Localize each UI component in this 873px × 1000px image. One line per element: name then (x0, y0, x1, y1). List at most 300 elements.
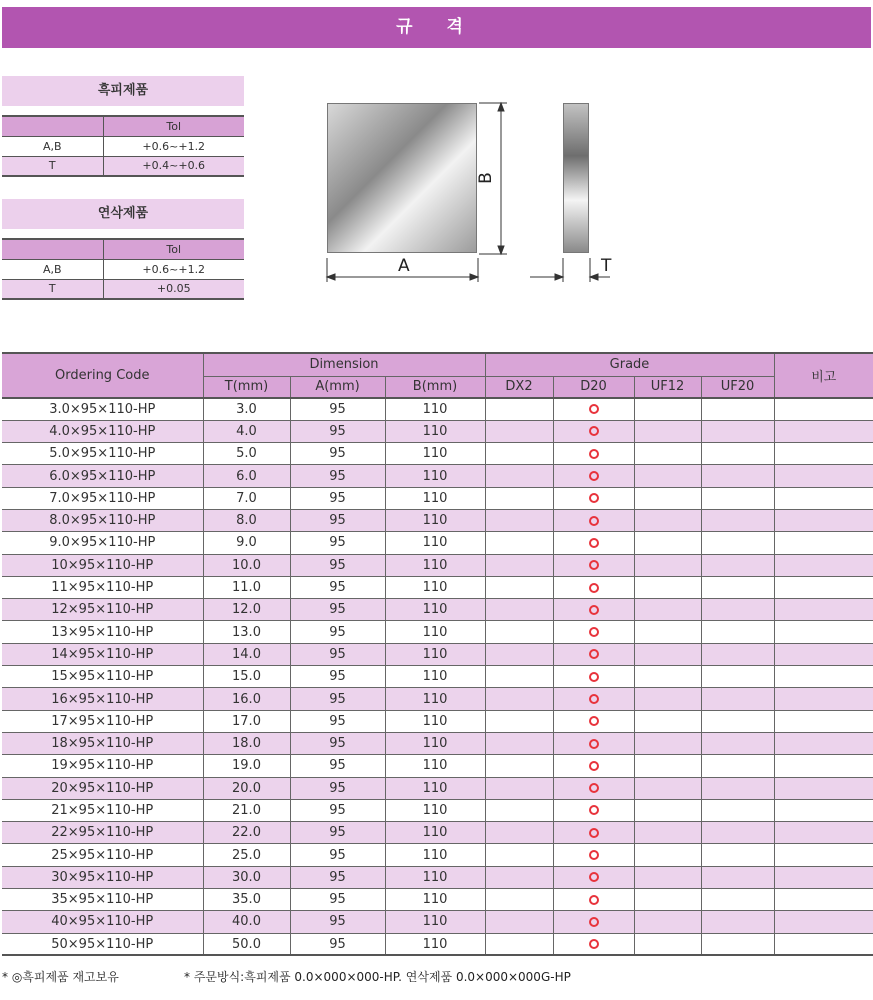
stock-mark-icon (589, 627, 599, 637)
cell-ordering-code: 50×95×110-HP (2, 933, 203, 955)
table-row (2, 889, 873, 911)
cell-ordering-code: 35×95×110-HP (2, 889, 203, 911)
cell-b-mm: 110 (385, 822, 485, 844)
cell-grade-uf20 (701, 911, 774, 933)
cell-ordering-code: 18×95×110-HP (2, 732, 203, 754)
tolerance-row-value: +0.6~+1.2 (103, 136, 244, 156)
cell-grade-dx2 (485, 911, 553, 933)
stock-mark-icon (589, 404, 599, 414)
cell-remarks (774, 487, 873, 509)
cell-grade-uf20 (701, 889, 774, 911)
cell-b-mm: 110 (385, 688, 485, 710)
cell-remarks (774, 799, 873, 821)
stock-mark-icon (589, 805, 599, 815)
stock-mark-icon (589, 895, 599, 905)
cell-grade-d20 (553, 799, 634, 821)
cell-a-mm: 95 (290, 710, 385, 732)
cell-a-mm: 95 (290, 777, 385, 799)
cell-t-mm: 40.0 (203, 911, 290, 933)
cell-grade-dx2 (485, 509, 553, 531)
cell-grade-d20 (553, 509, 634, 531)
dimension-label-b: B (475, 172, 496, 184)
stock-mark-icon (589, 583, 599, 593)
cell-b-mm: 110 (385, 509, 485, 531)
table-row (2, 666, 873, 688)
tolerance-row-value: +0.6~+1.2 (103, 259, 244, 279)
cell-grade-d20 (553, 710, 634, 732)
cell-grade-d20 (553, 889, 634, 911)
cell-b-mm: 110 (385, 576, 485, 598)
cell-grade-dx2 (485, 777, 553, 799)
tolerance-heading: 연삭제품 (2, 199, 244, 229)
cell-grade-uf12 (634, 710, 701, 732)
header-grade-uf20: UF20 (701, 376, 774, 398)
cell-grade-uf12 (634, 532, 701, 554)
cell-remarks (774, 933, 873, 955)
cell-grade-uf12 (634, 576, 701, 598)
cell-a-mm: 95 (290, 732, 385, 754)
cell-t-mm: 35.0 (203, 889, 290, 911)
cell-a-mm: 95 (290, 621, 385, 643)
cell-remarks (774, 621, 873, 643)
header-grade: Grade (485, 353, 774, 376)
cell-b-mm: 110 (385, 777, 485, 799)
cell-grade-uf20 (701, 621, 774, 643)
cell-ordering-code: 8.0×95×110-HP (2, 509, 203, 531)
stock-mark-icon (589, 493, 599, 503)
cell-t-mm: 11.0 (203, 576, 290, 598)
cell-grade-uf20 (701, 844, 774, 866)
cell-remarks (774, 599, 873, 621)
header-b-mm: B(mm) (385, 376, 485, 398)
cell-grade-dx2 (485, 732, 553, 754)
stock-mark-icon (589, 471, 599, 481)
table-row (2, 599, 873, 621)
cell-t-mm: 15.0 (203, 666, 290, 688)
cell-b-mm: 110 (385, 420, 485, 442)
cell-b-mm: 110 (385, 443, 485, 465)
cell-grade-dx2 (485, 487, 553, 509)
cell-grade-d20 (553, 465, 634, 487)
cell-grade-dx2 (485, 866, 553, 888)
cell-remarks (774, 666, 873, 688)
stock-mark-icon (589, 872, 599, 882)
table-row (2, 732, 873, 754)
cell-remarks (774, 643, 873, 665)
cell-grade-uf20 (701, 688, 774, 710)
cell-b-mm: 110 (385, 621, 485, 643)
cell-ordering-code: 40×95×110-HP (2, 911, 203, 933)
cell-b-mm: 110 (385, 554, 485, 576)
cell-a-mm: 95 (290, 599, 385, 621)
cell-ordering-code: 9.0×95×110-HP (2, 532, 203, 554)
cell-grade-dx2 (485, 688, 553, 710)
cell-a-mm: 95 (290, 666, 385, 688)
cell-grade-uf20 (701, 643, 774, 665)
cell-grade-uf12 (634, 666, 701, 688)
cell-ordering-code: 4.0×95×110-HP (2, 420, 203, 442)
spec-table (2, 352, 873, 956)
cell-t-mm: 10.0 (203, 554, 290, 576)
cell-t-mm: 50.0 (203, 933, 290, 955)
cell-grade-d20 (553, 576, 634, 598)
cell-grade-uf20 (701, 710, 774, 732)
cell-t-mm: 16.0 (203, 688, 290, 710)
cell-grade-uf20 (701, 554, 774, 576)
cell-a-mm: 95 (290, 465, 385, 487)
tolerance-heading: 흑피제품 (2, 76, 244, 106)
cell-a-mm: 95 (290, 933, 385, 955)
cell-grade-uf20 (701, 599, 774, 621)
cell-b-mm: 110 (385, 487, 485, 509)
cell-b-mm: 110 (385, 599, 485, 621)
cell-grade-uf20 (701, 777, 774, 799)
header-grade-dx2: DX2 (485, 376, 553, 398)
cell-remarks (774, 844, 873, 866)
cell-t-mm: 30.0 (203, 866, 290, 888)
tolerance-corner-cell (2, 239, 103, 259)
cell-grade-d20 (553, 732, 634, 754)
header-a-mm: A(mm) (290, 376, 385, 398)
cell-a-mm: 95 (290, 576, 385, 598)
cell-grade-dx2 (485, 443, 553, 465)
cell-grade-d20 (553, 398, 634, 420)
tolerance-table (2, 238, 244, 300)
stock-mark-icon (589, 538, 599, 548)
cell-grade-uf12 (634, 889, 701, 911)
cell-grade-d20 (553, 755, 634, 777)
cell-grade-uf20 (701, 732, 774, 754)
cell-ordering-code: 5.0×95×110-HP (2, 443, 203, 465)
cell-grade-dx2 (485, 599, 553, 621)
dimension-label-a: A (398, 256, 410, 276)
cell-remarks (774, 554, 873, 576)
table-row (2, 777, 873, 799)
cell-a-mm: 95 (290, 487, 385, 509)
tolerance-row-value: +0.4~+0.6 (103, 156, 244, 176)
cell-t-mm: 5.0 (203, 443, 290, 465)
cell-a-mm: 95 (290, 509, 385, 531)
cell-grade-uf12 (634, 465, 701, 487)
cell-b-mm: 110 (385, 933, 485, 955)
cell-b-mm: 110 (385, 866, 485, 888)
cell-b-mm: 110 (385, 710, 485, 732)
tolerance-corner-cell (2, 116, 103, 136)
cell-ordering-code: 25×95×110-HP (2, 844, 203, 866)
cell-t-mm: 4.0 (203, 420, 290, 442)
cell-grade-d20 (553, 487, 634, 509)
cell-b-mm: 110 (385, 465, 485, 487)
cell-grade-dx2 (485, 710, 553, 732)
tolerance-table (2, 115, 244, 177)
cell-t-mm: 8.0 (203, 509, 290, 531)
cell-ordering-code: 22×95×110-HP (2, 822, 203, 844)
cell-ordering-code: 21×95×110-HP (2, 799, 203, 821)
cell-grade-d20 (553, 621, 634, 643)
cell-ordering-code: 19×95×110-HP (2, 755, 203, 777)
tolerance-row-label: T (2, 279, 103, 299)
cell-remarks (774, 532, 873, 554)
cell-a-mm: 95 (290, 532, 385, 554)
cell-grade-uf12 (634, 933, 701, 955)
cell-grade-dx2 (485, 621, 553, 643)
cell-b-mm: 110 (385, 889, 485, 911)
cell-grade-uf20 (701, 443, 774, 465)
cell-remarks (774, 420, 873, 442)
cell-t-mm: 19.0 (203, 755, 290, 777)
cell-grade-d20 (553, 554, 634, 576)
cell-b-mm: 110 (385, 732, 485, 754)
stock-mark-icon (589, 694, 599, 704)
cell-grade-uf12 (634, 443, 701, 465)
cell-grade-uf12 (634, 911, 701, 933)
cell-grade-uf12 (634, 420, 701, 442)
table-row (2, 509, 873, 531)
tolerance-row-label: A,B (2, 259, 103, 279)
cell-t-mm: 18.0 (203, 732, 290, 754)
cell-grade-uf12 (634, 799, 701, 821)
cell-grade-uf12 (634, 398, 701, 420)
stock-mark-icon (589, 828, 599, 838)
stock-mark-icon (589, 605, 599, 615)
header-ordering-code: Ordering Code (2, 353, 203, 398)
stock-mark-icon (589, 850, 599, 860)
stock-mark-icon (589, 917, 599, 927)
cell-grade-uf20 (701, 420, 774, 442)
table-row (2, 844, 873, 866)
table-row (2, 911, 873, 933)
cell-grade-uf12 (634, 554, 701, 576)
cell-grade-uf20 (701, 666, 774, 688)
cell-grade-dx2 (485, 755, 553, 777)
cell-grade-uf12 (634, 643, 701, 665)
table-row (2, 755, 873, 777)
cell-t-mm: 21.0 (203, 799, 290, 821)
cell-grade-dx2 (485, 532, 553, 554)
table-row (2, 487, 873, 509)
cell-ordering-code: 30×95×110-HP (2, 866, 203, 888)
cell-grade-uf20 (701, 799, 774, 821)
cell-grade-uf20 (701, 465, 774, 487)
cell-grade-uf20 (701, 933, 774, 955)
table-row (2, 710, 873, 732)
tolerance-block-black-skin (2, 76, 244, 177)
table-row (2, 933, 873, 955)
cell-t-mm: 9.0 (203, 532, 290, 554)
cell-grade-d20 (553, 599, 634, 621)
stock-mark-icon (589, 761, 599, 771)
cell-a-mm: 95 (290, 420, 385, 442)
table-row (2, 443, 873, 465)
cell-grade-uf20 (701, 822, 774, 844)
spec-table-body (2, 398, 873, 955)
cell-remarks (774, 755, 873, 777)
cell-grade-dx2 (485, 822, 553, 844)
cell-grade-d20 (553, 844, 634, 866)
cell-b-mm: 110 (385, 911, 485, 933)
cell-grade-d20 (553, 822, 634, 844)
table-row (2, 532, 873, 554)
cell-a-mm: 95 (290, 822, 385, 844)
dimension-label-t: T (601, 256, 612, 276)
cell-t-mm: 7.0 (203, 487, 290, 509)
header-t-mm: T(mm) (203, 376, 290, 398)
tolerance-column-header: Tol (103, 116, 244, 136)
cell-a-mm: 95 (290, 799, 385, 821)
cell-b-mm: 110 (385, 799, 485, 821)
cell-grade-d20 (553, 532, 634, 554)
table-row (2, 554, 873, 576)
cell-b-mm: 110 (385, 844, 485, 866)
cell-grade-uf12 (634, 777, 701, 799)
cell-t-mm: 25.0 (203, 844, 290, 866)
cell-grade-d20 (553, 643, 634, 665)
cell-b-mm: 110 (385, 666, 485, 688)
cell-grade-uf12 (634, 688, 701, 710)
cell-remarks (774, 688, 873, 710)
cell-a-mm: 95 (290, 643, 385, 665)
cell-t-mm: 6.0 (203, 465, 290, 487)
cell-grade-d20 (553, 420, 634, 442)
cell-remarks (774, 710, 873, 732)
cell-ordering-code: 7.0×95×110-HP (2, 487, 203, 509)
cell-a-mm: 95 (290, 911, 385, 933)
cell-grade-uf12 (634, 487, 701, 509)
cell-grade-d20 (553, 688, 634, 710)
cell-ordering-code: 20×95×110-HP (2, 777, 203, 799)
cell-grade-uf20 (701, 866, 774, 888)
cell-grade-dx2 (485, 643, 553, 665)
cell-ordering-code: 12×95×110-HP (2, 599, 203, 621)
cell-grade-d20 (553, 911, 634, 933)
tolerance-column-header: Tol (103, 239, 244, 259)
stock-mark-icon (589, 672, 599, 682)
cell-grade-uf12 (634, 732, 701, 754)
cell-grade-uf12 (634, 755, 701, 777)
cell-a-mm: 95 (290, 688, 385, 710)
cell-ordering-code: 11×95×110-HP (2, 576, 203, 598)
stock-mark-icon (589, 516, 599, 526)
cell-remarks (774, 732, 873, 754)
cell-remarks (774, 443, 873, 465)
cell-grade-dx2 (485, 889, 553, 911)
table-row (2, 866, 873, 888)
table-row (2, 799, 873, 821)
cell-t-mm: 3.0 (203, 398, 290, 420)
cell-b-mm: 110 (385, 755, 485, 777)
cell-grade-uf20 (701, 755, 774, 777)
cell-t-mm: 14.0 (203, 643, 290, 665)
cell-grade-dx2 (485, 799, 553, 821)
stock-mark-icon (589, 649, 599, 659)
cell-a-mm: 95 (290, 866, 385, 888)
cell-ordering-code: 10×95×110-HP (2, 554, 203, 576)
tolerance-row-value: +0.05 (103, 279, 244, 299)
cell-a-mm: 95 (290, 755, 385, 777)
table-row (2, 465, 873, 487)
cell-a-mm: 95 (290, 889, 385, 911)
cell-t-mm: 17.0 (203, 710, 290, 732)
cell-remarks (774, 509, 873, 531)
cell-remarks (774, 889, 873, 911)
cell-remarks (774, 465, 873, 487)
cell-grade-d20 (553, 866, 634, 888)
stock-mark-icon (589, 716, 599, 726)
cell-remarks (774, 576, 873, 598)
table-row (2, 822, 873, 844)
tolerance-row-label: A,B (2, 136, 103, 156)
table-row (2, 621, 873, 643)
stock-mark-icon (589, 783, 599, 793)
cell-grade-uf12 (634, 509, 701, 531)
cell-t-mm: 13.0 (203, 621, 290, 643)
tolerance-block-ground (2, 199, 244, 300)
cell-a-mm: 95 (290, 554, 385, 576)
page-title: 규 격 (2, 7, 871, 48)
stock-mark-icon (589, 739, 599, 749)
cell-t-mm: 20.0 (203, 777, 290, 799)
table-row (2, 420, 873, 442)
cell-grade-dx2 (485, 576, 553, 598)
cell-grade-uf20 (701, 487, 774, 509)
cell-t-mm: 22.0 (203, 822, 290, 844)
cell-b-mm: 110 (385, 398, 485, 420)
cell-grade-d20 (553, 666, 634, 688)
cell-grade-dx2 (485, 844, 553, 866)
cell-grade-uf12 (634, 621, 701, 643)
cell-ordering-code: 14×95×110-HP (2, 643, 203, 665)
cell-ordering-code: 17×95×110-HP (2, 710, 203, 732)
cell-grade-dx2 (485, 398, 553, 420)
stock-mark-icon (589, 939, 599, 949)
cell-grade-d20 (553, 777, 634, 799)
header-grade-d20: D20 (553, 376, 634, 398)
table-row (2, 576, 873, 598)
cell-grade-dx2 (485, 666, 553, 688)
cell-grade-d20 (553, 443, 634, 465)
table-row (2, 688, 873, 710)
cell-grade-dx2 (485, 465, 553, 487)
header-remarks: 비고 (774, 353, 873, 398)
cell-remarks (774, 866, 873, 888)
cell-grade-uf20 (701, 532, 774, 554)
cell-a-mm: 95 (290, 844, 385, 866)
stock-mark-icon (589, 449, 599, 459)
cell-ordering-code: 3.0×95×110-HP (2, 398, 203, 420)
footnote-order-format: * 주문방식:흑피제품 0.0×000×000-HP. 연삭제품 0.0×000×000G-HP (184, 970, 571, 984)
cell-remarks (774, 777, 873, 799)
plate-dimension-drawing (320, 98, 610, 288)
cell-t-mm: 12.0 (203, 599, 290, 621)
cell-grade-dx2 (485, 554, 553, 576)
cell-ordering-code: 6.0×95×110-HP (2, 465, 203, 487)
cell-grade-uf12 (634, 866, 701, 888)
table-row (2, 643, 873, 665)
stock-mark-icon (589, 560, 599, 570)
header-dimension: Dimension (203, 353, 485, 376)
cell-b-mm: 110 (385, 643, 485, 665)
cell-grade-uf20 (701, 509, 774, 531)
header-grade-uf12: UF12 (634, 376, 701, 398)
cell-remarks (774, 911, 873, 933)
stock-mark-icon (589, 426, 599, 436)
cell-grade-dx2 (485, 420, 553, 442)
cell-grade-uf20 (701, 576, 774, 598)
cell-grade-uf20 (701, 398, 774, 420)
footnote-stock: * ◎흑피제품 재고보유 (2, 970, 119, 984)
cell-grade-dx2 (485, 933, 553, 955)
dimension-lines (320, 98, 610, 288)
